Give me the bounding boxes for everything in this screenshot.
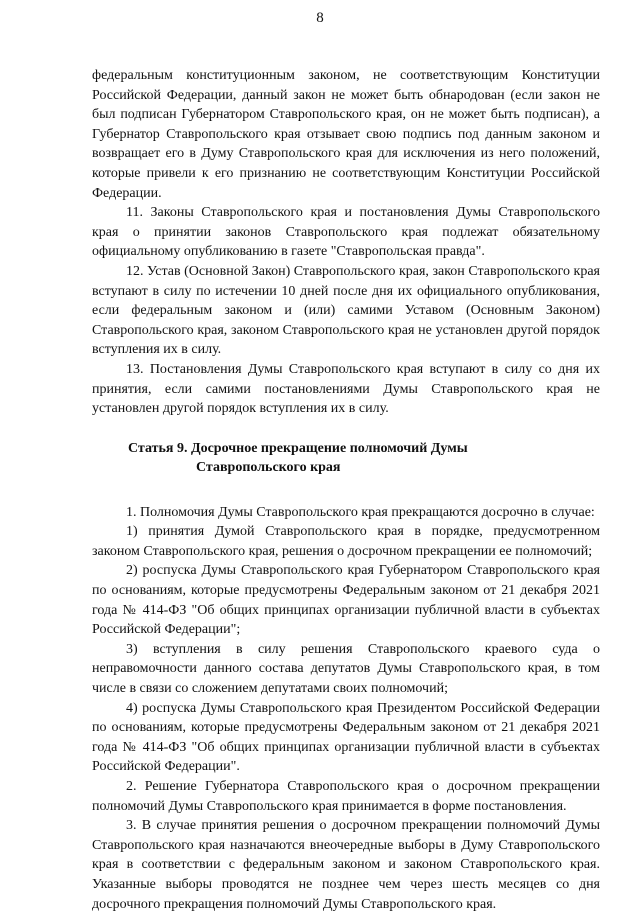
article-title-line1: Статья 9. Досрочное прекращение полномочий Думы [128,440,468,456]
article-title-line2: Ставропольского края [196,459,341,475]
paragraph-clause-1: 1. Полномочия Думы Ставропольского края прекращаются досрочно в случае: [126,504,595,520]
paragraph-clause-3: 3. В случае принятия решения о досрочном прекращении полномочий Думы Ставропольского края назначаются внеочередные выборы в Думу Ставропольского края в соответствии с федеральным законом и законом Ставропольского края. Указанные выборы проводятся не позднее чем через шесть месяцев со дня досрочного прекращения полномочий Думы Ставропольского края. [92,818,600,912]
paragraph-continuation: федеральным конституционным законом, не соответствующим Конституции Российской Федерации, данный закон не может быть обнародован (если закон не был подписан Губернатором Ставропольского края, он не может быть подписан), а Губернатор Ставропольского края отзывает свою подпись под данным законом и возвращает его в Думу Ставропольского края для исключения из него положений, которые привели к его признанию не соответствующим Конституции Российской Федерации. [92,68,600,201]
paragraph-subclause-2: 2) роспуска Думы Ставропольского края Губернатором Ставропольского края по основаниям, которые предусмотрены Федеральным законом от 21 декабря 2021 года № 414-ФЗ "Об общих принципах организации публичной власти в субъектах Российской Федерации"; [92,563,600,638]
paragraph-subclause-4: 4) роспуска Думы Ставропольского края Президентом Российской Федерации по основаниям, которые предусмотрены Федеральным законом от 21 декабря 2021 года № 414-ФЗ "Об общих принципах организации публичной власти в субъектах Российской Федерации". [92,700,600,775]
spacer [92,419,600,439]
paragraph-clause-2: 2. Решение Губернатора Ставропольского края о досрочном прекращении полномочий Думы Ставропольского края принимается в форме постановления. [92,779,600,814]
paragraph-item-11: 11. Законы Ставропольского края и постановления Думы Ставропольского края о принятии законов Ставропольского края подлежат обязательному официальному опубликованию в газете "Ставропольская правда". [92,205,600,260]
paragraph-item-12: 12. Устав (Основной Закон) Ставропольского края, закон Ставропольского края вступают в силу по истечении 10 дней после дня их официального опубликования, если федеральным законом и (или) самими Уставом (Основным Законом) Ставропольского края, законом Ставропольского края не установлен другой порядок вступления их в силу. [92,263,600,358]
spacer [92,477,600,503]
page-number: 8 [316,10,324,26]
paragraph-subclause-3: 3) вступления в силу решения Ставропольского краевого суда о неправомочности данного состава депутатов Думы Ставропольского края, в том числе в связи со сложением депутатами своих полномочий; [92,641,600,697]
paragraph-subclause-1: 1) принятия Думой Ставропольского края в порядке, предусмотренном законом Ставропольского края, решения о досрочном прекращении ее полномочий; [92,524,600,559]
document-body [92,66,600,914]
paragraph-item-13: 13. Постановления Думы Ставропольского края вступают в силу со дня их принятия, если самими постановлениями Думы Ставропольского края не установлен другой порядок вступления их в силу. [92,361,600,417]
